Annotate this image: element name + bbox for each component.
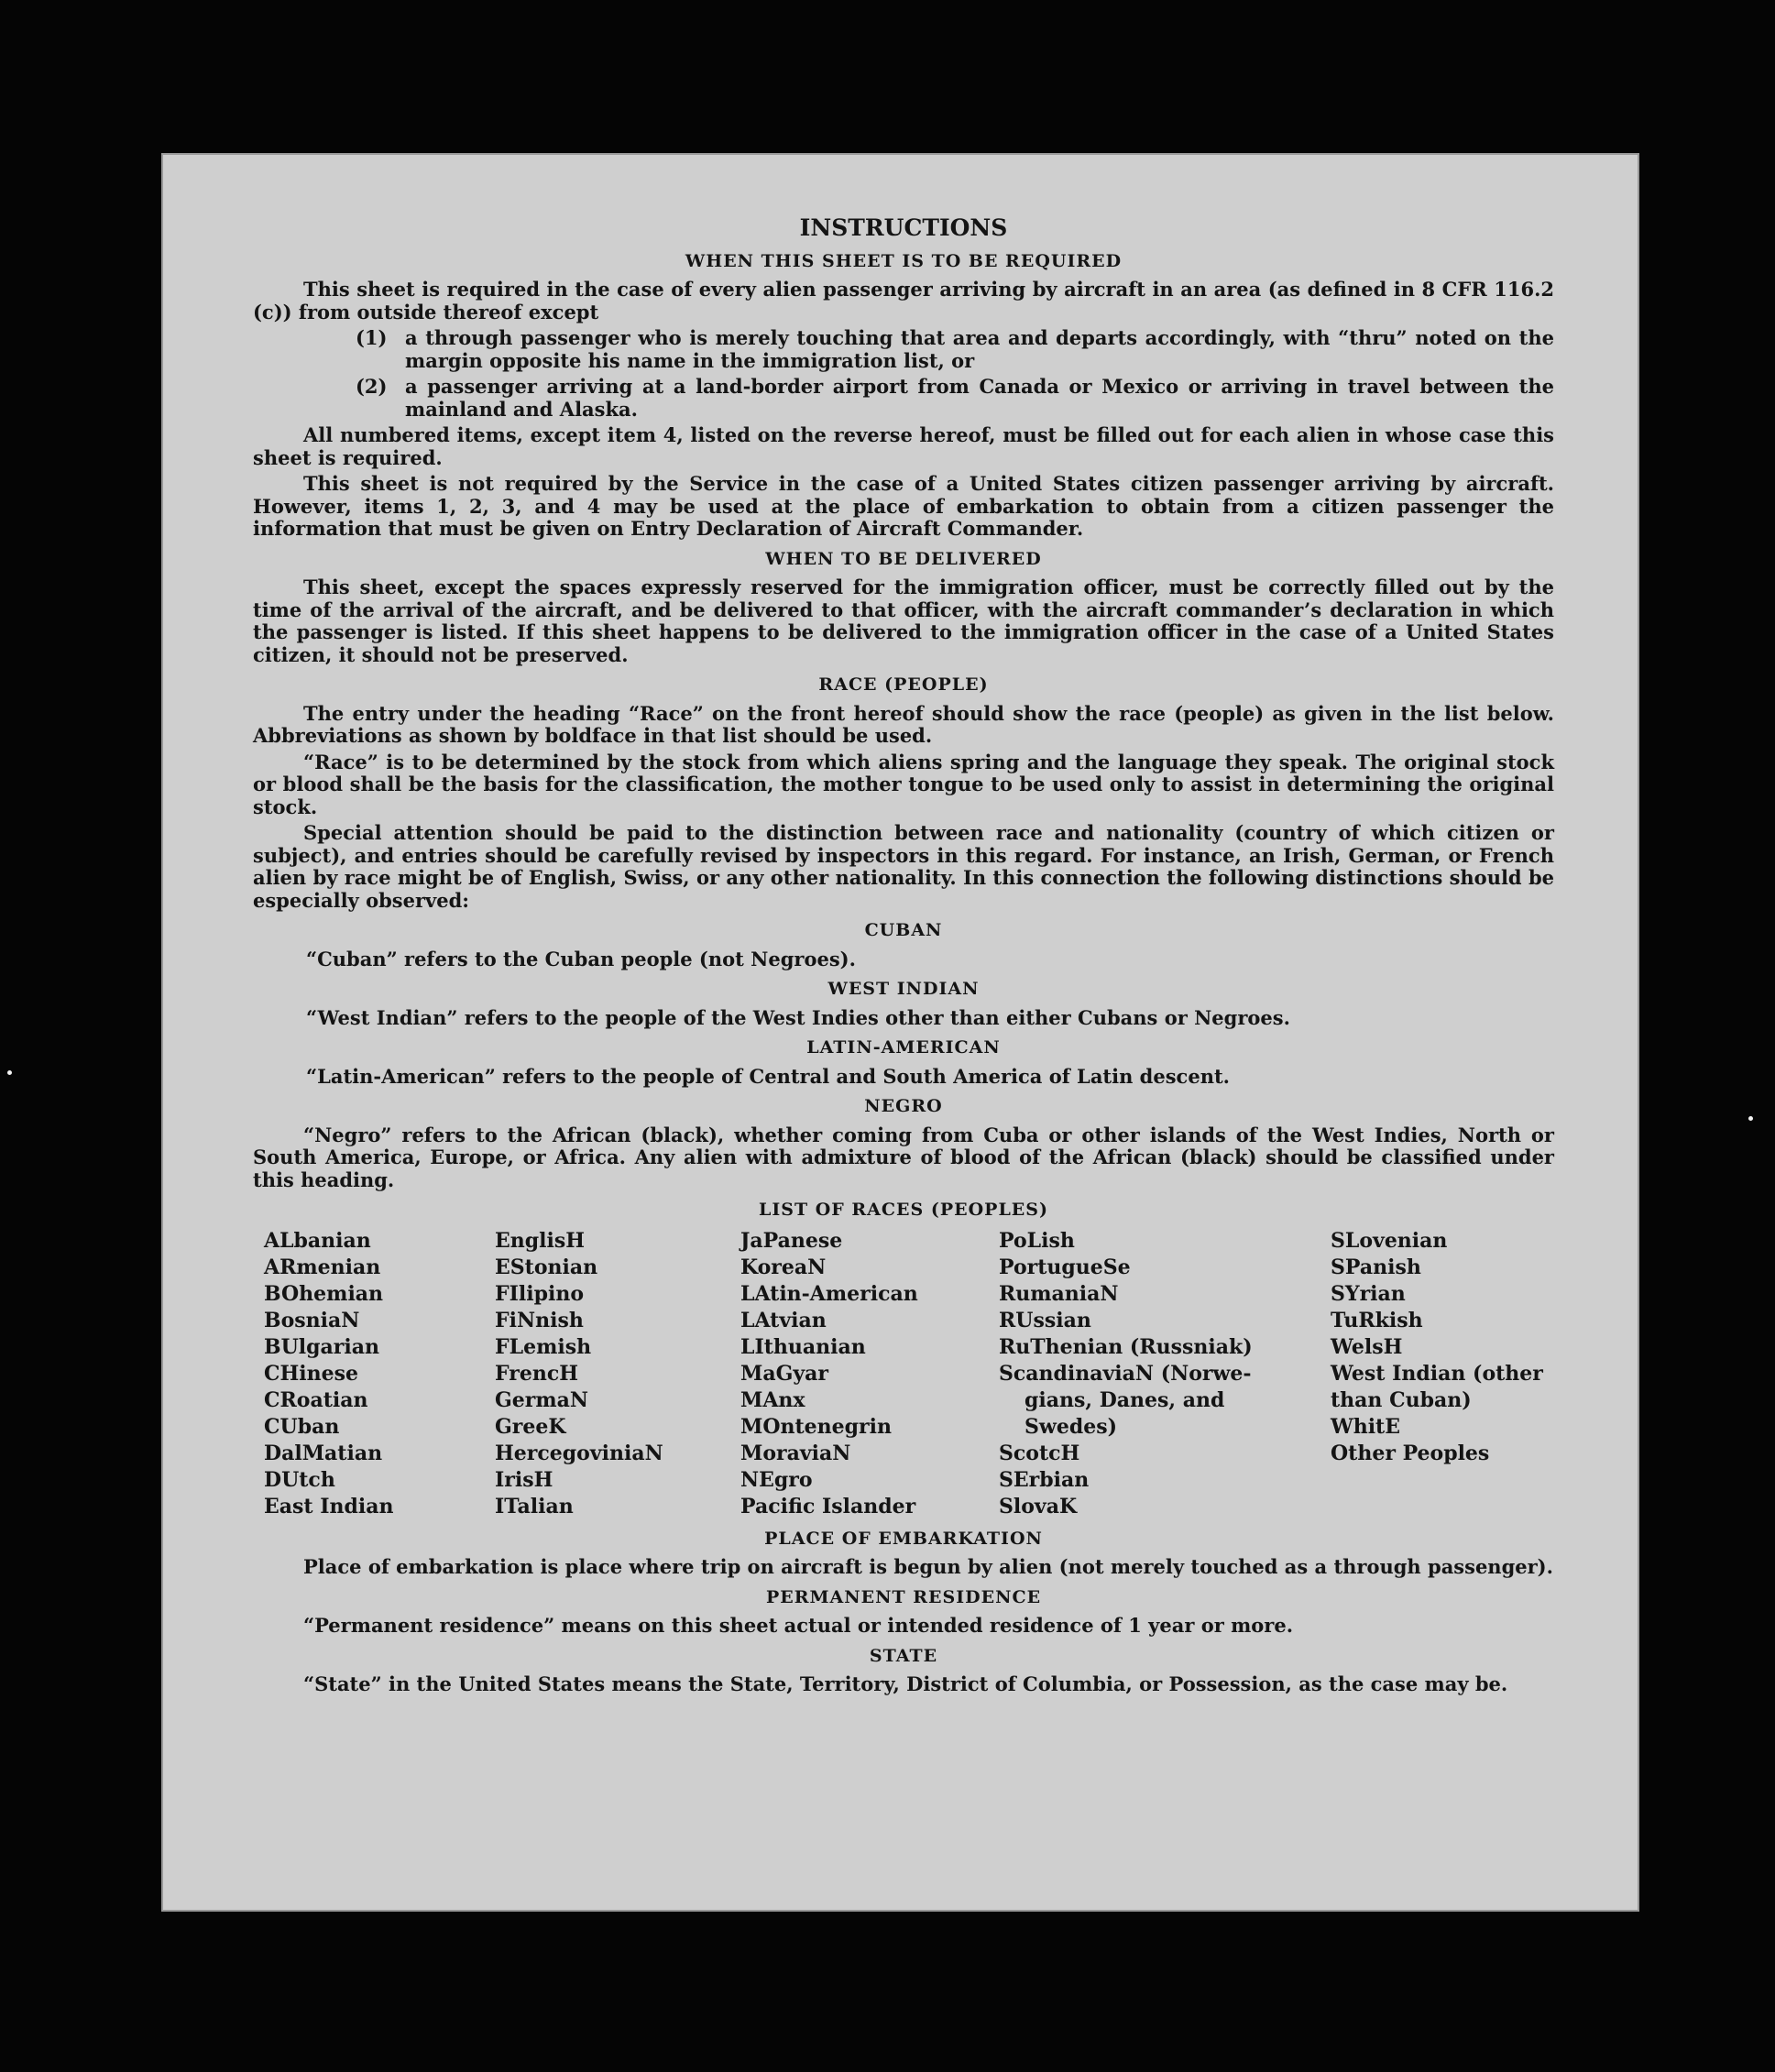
residence-text: “Permanent residence” means on this sheet actual or intended residence of 1 year or more. [303,1614,1294,1637]
when-required-para3: This sheet is not required by the Service in the case of a United States citizen passenger arriving by aircraft. However, items 1, 2, 3, and 4 may be used at the place of embarkation to obtain from a citizen passenger the information that must be given on Entry Declaration of Aircraft Commander. [253,472,1554,540]
race-entry: LIthuanian [740,1334,866,1359]
when-required-intro: This sheet is required in the case of every alien passenger arriving by aircraft in an area (as defined in 8 CFR 116.2 (c)) from outside thereof except [253,278,1554,323]
race-entry: than Cuban) [1331,1387,1472,1412]
race-entry: HercegoviniaN [495,1441,663,1465]
exception-item-2 [356,376,1554,421]
page-title: INSTRUCTIONS [799,214,1008,241]
race-entry: Other Peoples [1331,1441,1490,1465]
race-entry: DalMatian [264,1441,383,1465]
race-entry: RuThenian (Russniak) [999,1334,1253,1359]
heading-latin-american: LATIN-AMERICAN [806,1037,1001,1058]
state-text: “State” in the United States means the State, Territory, District of Columbia, or Possession, as the case may be. [303,1672,1508,1695]
heading-permanent-residence: PERMANENT RESIDENCE [765,1586,1042,1607]
race-entry: LAtin-American [740,1281,918,1306]
race-entry: SErbian [999,1467,1090,1492]
race-entry: CRoatian [264,1387,368,1412]
embarkation-text: Place of embarkation is place where trip on aircraft is begun by alien (not merely touched as a through passenger). [303,1555,1553,1578]
race-entry: IrisH [495,1467,553,1492]
race-entry: SLovenian [1331,1228,1448,1253]
race-entry: GreeK [495,1414,566,1439]
race-entry: TuRkish [1331,1308,1423,1332]
negro-text: “Negro” refers to the African (black), whether coming from Cuba or other islands of the West Indies, North or South America, Europe, or Africa. Any alien with admixture of blood of the African (black) should be classified under this heading. [253,1123,1554,1191]
race-entry: JaPanese [740,1228,843,1253]
heading-embarkation: PLACE OF EMBARKATION [764,1528,1043,1549]
race-entry: GermaN [495,1387,589,1412]
race-entry: DUtch [264,1467,335,1492]
heading-when-delivered: WHEN TO BE DELIVERED [765,548,1042,569]
races-column-4 [999,1228,1331,1520]
when-required-para2: All numbered items, except item 4, listed on the reverse hereof, must be filled out for each alien in whose case this sheet is required. [253,423,1554,469]
race-entry: BosniaN [264,1308,360,1332]
exception-number: (1) [356,326,388,349]
race-entry: PortugueSe [999,1255,1131,1279]
instructions-page [253,214,1554,1700]
race-entry: gians, Danes, and [1024,1387,1225,1412]
race-entry: WelsH [1331,1334,1403,1359]
exception-text: a passenger arriving at a land-border airport from Canada or Mexico or arriving in travel between the mainland and Alaska. [405,375,1554,421]
cuban-text: “Cuban” refers to the Cuban people (not Negroes). [306,947,856,970]
race-entry: ScotcH [999,1441,1080,1465]
race-para3: Special attention should be paid to the distinction between race and nationality (country of which citizen or subject), and entries should be carefully revised by inspectors in this regard. For instance, an Irish, German, or French alien by race might be of English, Swiss, or any other nationality. In this connection the following distinctions should be especially observed: [253,821,1554,912]
race-entry: SlovaK [999,1494,1078,1518]
film-speck [7,1070,12,1075]
race-entry: ITalian [495,1494,574,1518]
race-entry: RumaniaN [999,1281,1119,1306]
races-table [264,1228,1554,1520]
race-entry: WhitE [1331,1414,1400,1439]
document-sheet [161,153,1639,1912]
heading-negro: NEGRO [864,1096,943,1116]
race-entry: LAtvian [740,1308,827,1332]
race-entry: Swedes) [1024,1414,1117,1439]
race-entry: NEgro [740,1467,813,1492]
heading-list-of-races: LIST OF RACES (PEOPLES) [759,1200,1048,1220]
races-column-2 [495,1228,740,1520]
race-entry: FLemish [495,1334,592,1359]
race-entry: KoreaN [740,1255,827,1279]
race-entry: MAnx [740,1387,805,1412]
race-entry: RUssian [999,1308,1091,1332]
exception-text: a through passenger who is merely touching that area and departs accordingly, with “thru” noted on the margin opposite his name in the immigration list, or [405,326,1554,372]
race-entry: MOntenegrin [740,1414,892,1439]
race-entry: ALbanian [264,1228,371,1253]
race-entry: MaGyar [740,1361,829,1386]
race-para1: The entry under the heading “Race” on the front hereof should show the race (people) as given in the list below. Abbreviations as shown by boldface in that list should be used. [253,701,1554,747]
race-entry: Pacific Islander [740,1494,916,1518]
race-entry: BUlgarian [264,1334,379,1359]
race-entry: FIlipino [495,1281,585,1306]
races-column-3 [740,1228,999,1520]
heading-state: STATE [869,1645,938,1666]
race-entry: ScandinaviaN (Norwe- [999,1361,1252,1386]
race-para2: “Race” is to be determined by the stock from which aliens spring and the language they speak. The original stock or blood shall be the basis for the classification, the mother tongue to be used only to assist in determining the original stock. [253,750,1554,818]
race-entry: EnglisH [495,1228,586,1253]
race-entry: SPanish [1331,1255,1421,1279]
film-speck [1748,1116,1753,1121]
heading-when-required: WHEN THIS SHEET IS TO BE REQUIRED [685,250,1123,271]
race-entry: CUban [264,1414,340,1439]
race-entry: East Indian [264,1494,394,1518]
heading-cuban: CUBAN [864,920,943,940]
exception-item-1 [356,327,1554,372]
race-entry: CHinese [264,1361,359,1386]
race-entry: FrencH [495,1361,578,1386]
latin-american-text: “Latin-American” refers to the people of Central and South America of Latin descent. [306,1064,1230,1088]
exception-number: (2) [356,375,388,398]
heading-race: RACE (PEOPLE) [818,674,989,695]
race-entry: MoraviaN [740,1441,851,1465]
race-entry: EStonian [495,1255,598,1279]
races-column-1 [264,1228,495,1520]
races-column-5 [1331,1228,1565,1520]
race-entry: FiNnish [495,1308,584,1332]
west-indian-text: “West Indian” refers to the people of the West Indies other than either Cubans or Negroes. [306,1005,1290,1029]
race-entry: ARmenian [264,1255,381,1279]
race-entry: SYrian [1331,1281,1406,1306]
when-delivered-text: This sheet, except the spaces expressly reserved for the immigration officer, must be correctly filled out by the time of the arrival of the aircraft, and be delivered to that officer, with the aircraft commander’s declaration in which the passenger is listed. If this sheet happens to be delivered to the immigration officer in the case of a United States citizen, it should not be preserved. [253,576,1554,666]
race-entry: BOhemian [264,1281,384,1306]
race-entry: West Indian (other [1331,1361,1543,1386]
race-entry: PoLish [999,1228,1075,1253]
heading-west-indian: WEST INDIAN [827,979,980,999]
